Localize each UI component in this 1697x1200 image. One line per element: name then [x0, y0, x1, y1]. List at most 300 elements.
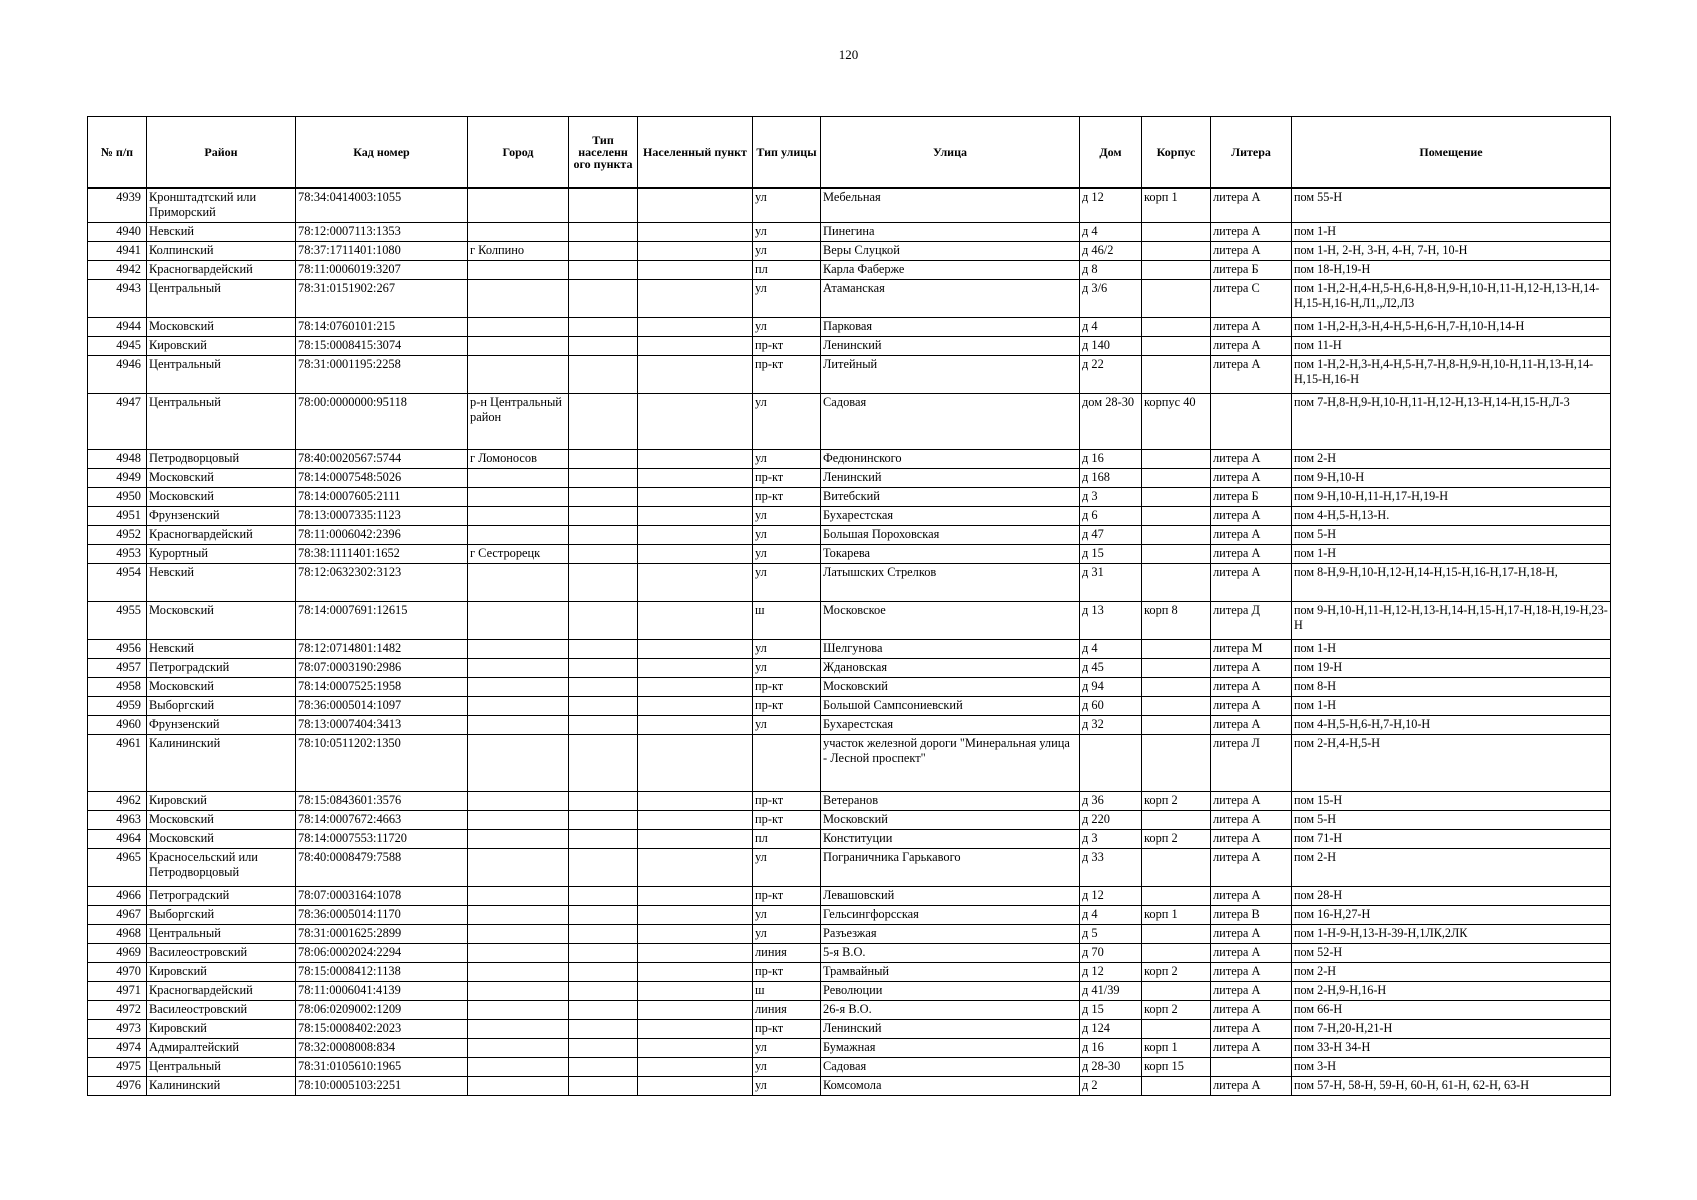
- cell-city: р-н Центральный район: [468, 393, 569, 449]
- cell-building: корп 2: [1142, 962, 1211, 981]
- cell-settlement: [638, 544, 753, 563]
- cell-house: д 3: [1080, 487, 1142, 506]
- cell-city: [468, 525, 569, 544]
- cell-street-type: ул: [753, 905, 821, 924]
- table-row: [88, 1057, 1611, 1076]
- cell-letter: литера А: [1211, 886, 1292, 905]
- cell-street: Ленинский: [821, 1019, 1080, 1038]
- cell-district: Красносельский или Петродворцовый: [147, 848, 296, 886]
- cell-row-number: 4961: [88, 734, 147, 791]
- cell-cadastral-number: 78:13:0007404:3413: [296, 715, 468, 734]
- cell-cadastral-number: 78:12:0007113:1353: [296, 222, 468, 241]
- cell-house: д 16: [1080, 449, 1142, 468]
- cell-row-number: 4957: [88, 658, 147, 677]
- cell-street-type: ул: [753, 449, 821, 468]
- cell-letter: литера А: [1211, 355, 1292, 393]
- cell-city: [468, 658, 569, 677]
- cell-district: Курортный: [147, 544, 296, 563]
- cell-premises: пом 5-Н: [1292, 525, 1611, 544]
- cell-premises: пом 71-Н: [1292, 829, 1611, 848]
- table-row: [88, 393, 1611, 449]
- cell-street: Ветеранов: [821, 791, 1080, 810]
- cell-premises: пом 15-Н: [1292, 791, 1611, 810]
- cell-building: [1142, 317, 1211, 336]
- cell-premises: пом 8-Н,9-Н,10-Н,12-Н,14-Н,15-Н,16-Н,17-Н,18-Н,: [1292, 563, 1611, 601]
- column-header: Тип населенн ого пункта: [569, 117, 638, 189]
- cell-settlement-type: [569, 525, 638, 544]
- cell-street: Бухарестская: [821, 715, 1080, 734]
- cell-district: Колпинский: [147, 241, 296, 260]
- cell-row-number: 4962: [88, 791, 147, 810]
- table-row: [88, 677, 1611, 696]
- cell-building: [1142, 525, 1211, 544]
- cell-building: [1142, 487, 1211, 506]
- cell-building: [1142, 241, 1211, 260]
- cell-house: д 33: [1080, 848, 1142, 886]
- cell-house: д 12: [1080, 886, 1142, 905]
- cell-settlement: [638, 487, 753, 506]
- cell-street: Веры Слуцкой: [821, 241, 1080, 260]
- cell-settlement-type: [569, 563, 638, 601]
- table-row: [88, 658, 1611, 677]
- cell-cadastral-number: 78:13:0007335:1123: [296, 506, 468, 525]
- cell-street: Ленинский: [821, 336, 1080, 355]
- cell-city: г Колпино: [468, 241, 569, 260]
- cell-street: Парковая: [821, 317, 1080, 336]
- cell-settlement: [638, 734, 753, 791]
- cell-building: [1142, 696, 1211, 715]
- cell-settlement-type: [569, 886, 638, 905]
- cell-row-number: 4967: [88, 905, 147, 924]
- cell-house: д 41/39: [1080, 981, 1142, 1000]
- cell-city: [468, 848, 569, 886]
- cell-street-type: ул: [753, 188, 821, 222]
- cell-street-type: линия: [753, 943, 821, 962]
- cell-house: д 6: [1080, 506, 1142, 525]
- cell-house: д 94: [1080, 677, 1142, 696]
- cell-house: д 2: [1080, 1076, 1142, 1095]
- cell-settlement-type: [569, 810, 638, 829]
- cell-district: Центральный: [147, 924, 296, 943]
- cell-row-number: 4941: [88, 241, 147, 260]
- cell-row-number: 4970: [88, 962, 147, 981]
- cell-street-type: ул: [753, 544, 821, 563]
- cell-letter: литера Б: [1211, 260, 1292, 279]
- cell-settlement: [638, 468, 753, 487]
- cell-street: Пинегина: [821, 222, 1080, 241]
- cell-premises: пом 9-Н,10-Н,11-Н,12-Н,13-Н,14-Н,15-Н,17-Н,18-Н,19-Н,23-Н: [1292, 601, 1611, 639]
- cell-row-number: 4968: [88, 924, 147, 943]
- cell-house: д 36: [1080, 791, 1142, 810]
- cell-cadastral-number: 78:11:0006042:2396: [296, 525, 468, 544]
- cell-street: Конституции: [821, 829, 1080, 848]
- table-row: [88, 525, 1611, 544]
- cell-cadastral-number: 78:14:0007691:12615: [296, 601, 468, 639]
- cell-city: [468, 222, 569, 241]
- cell-city: [468, 336, 569, 355]
- cell-letter: литера А: [1211, 468, 1292, 487]
- cell-house: д 12: [1080, 962, 1142, 981]
- table-row: [88, 1019, 1611, 1038]
- cell-row-number: 4956: [88, 639, 147, 658]
- cell-letter: литера Б: [1211, 487, 1292, 506]
- cell-city: [468, 1000, 569, 1019]
- table-row: [88, 1076, 1611, 1095]
- cell-district: Василеостровский: [147, 943, 296, 962]
- cell-row-number: 4959: [88, 696, 147, 715]
- cell-settlement-type: [569, 393, 638, 449]
- cell-building: [1142, 1076, 1211, 1095]
- cell-settlement: [638, 677, 753, 696]
- cell-settlement-type: [569, 1076, 638, 1095]
- cell-district: Московский: [147, 468, 296, 487]
- cell-row-number: 4972: [88, 1000, 147, 1019]
- cell-cadastral-number: 78:14:0007525:1958: [296, 677, 468, 696]
- cell-letter: литера А: [1211, 449, 1292, 468]
- cell-settlement: [638, 317, 753, 336]
- cell-street: Бухарестская: [821, 506, 1080, 525]
- table-row: [88, 317, 1611, 336]
- cell-street: Шелгунова: [821, 639, 1080, 658]
- cell-settlement-type: [569, 279, 638, 317]
- cell-street: Ждановская: [821, 658, 1080, 677]
- cell-city: [468, 601, 569, 639]
- table-row: [88, 449, 1611, 468]
- column-header: Кад номер: [296, 117, 468, 189]
- cell-house: д 31: [1080, 563, 1142, 601]
- cell-city: [468, 886, 569, 905]
- cell-letter: литера А: [1211, 696, 1292, 715]
- table-row: [88, 1038, 1611, 1057]
- cell-premises: пом 57-Н, 58-Н, 59-Н, 60-Н, 61-Н, 62-Н, 63-Н: [1292, 1076, 1611, 1095]
- cell-settlement-type: [569, 601, 638, 639]
- cell-cadastral-number: 78:15:0008402:2023: [296, 1019, 468, 1038]
- cell-street: участок железной дороги "Минеральная улица - Лесной проспект": [821, 734, 1080, 791]
- cell-row-number: 4971: [88, 981, 147, 1000]
- cell-house: д 60: [1080, 696, 1142, 715]
- column-header: Дом: [1080, 117, 1142, 189]
- cell-street: Революции: [821, 981, 1080, 1000]
- cell-district: Кировский: [147, 336, 296, 355]
- cell-building: [1142, 886, 1211, 905]
- cell-settlement-type: [569, 241, 638, 260]
- cell-cadastral-number: 78:15:0008412:1138: [296, 962, 468, 981]
- cell-cadastral-number: 78:00:0000000:95118: [296, 393, 468, 449]
- cell-row-number: 4948: [88, 449, 147, 468]
- cell-house: [1080, 734, 1142, 791]
- table-row: [88, 734, 1611, 791]
- column-header: Помещение: [1292, 117, 1611, 189]
- cell-street: Атаманская: [821, 279, 1080, 317]
- cell-letter: литера А: [1211, 506, 1292, 525]
- cell-letter: литера А: [1211, 829, 1292, 848]
- table-row: [88, 506, 1611, 525]
- cell-premises: пом 2-Н: [1292, 848, 1611, 886]
- cell-street-type: пр-кт: [753, 677, 821, 696]
- cell-district: Центральный: [147, 279, 296, 317]
- cell-premises: пом 19-Н: [1292, 658, 1611, 677]
- cell-city: [468, 563, 569, 601]
- table-row: [88, 905, 1611, 924]
- cell-settlement-type: [569, 829, 638, 848]
- cell-letter: литера А: [1211, 222, 1292, 241]
- cell-letter: литера А: [1211, 981, 1292, 1000]
- cell-district: Петроградский: [147, 886, 296, 905]
- cell-building: [1142, 943, 1211, 962]
- cell-cadastral-number: 78:40:0020567:5744: [296, 449, 468, 468]
- cell-settlement-type: [569, 260, 638, 279]
- cell-settlement: [638, 563, 753, 601]
- cell-street-type: пр-кт: [753, 336, 821, 355]
- cell-street-type: ул: [753, 658, 821, 677]
- cell-row-number: 4965: [88, 848, 147, 886]
- cell-premises: пом 33-Н 34-Н: [1292, 1038, 1611, 1057]
- cell-building: [1142, 279, 1211, 317]
- cell-building: [1142, 677, 1211, 696]
- cell-cadastral-number: 78:11:0006041:4139: [296, 981, 468, 1000]
- cell-house: д 3: [1080, 829, 1142, 848]
- cell-city: [468, 355, 569, 393]
- cell-settlement-type: [569, 905, 638, 924]
- cell-district: Фрунзенский: [147, 715, 296, 734]
- cell-letter: литера А: [1211, 810, 1292, 829]
- cell-row-number: 4976: [88, 1076, 147, 1095]
- cell-row-number: 4966: [88, 886, 147, 905]
- cell-building: [1142, 544, 1211, 563]
- cell-letter: литера А: [1211, 544, 1292, 563]
- cell-city: [468, 1019, 569, 1038]
- cell-letter: литера М: [1211, 639, 1292, 658]
- cell-house: д 46/2: [1080, 241, 1142, 260]
- cell-cadastral-number: 78:14:0007548:5026: [296, 468, 468, 487]
- cell-house: д 4: [1080, 317, 1142, 336]
- table-row: [88, 355, 1611, 393]
- cell-street: 26-я В.О.: [821, 1000, 1080, 1019]
- cell-row-number: 4950: [88, 487, 147, 506]
- cell-street-type: линия: [753, 1000, 821, 1019]
- cell-house: дом 28-30: [1080, 393, 1142, 449]
- cell-building: [1142, 810, 1211, 829]
- cell-district: Московский: [147, 677, 296, 696]
- cell-district: Калининский: [147, 1076, 296, 1095]
- cell-building: корп 2: [1142, 791, 1211, 810]
- cell-cadastral-number: 78:15:0843601:3576: [296, 791, 468, 810]
- table-row: [88, 715, 1611, 734]
- cell-premises: пом 2-Н,9-Н,16-Н: [1292, 981, 1611, 1000]
- cell-letter: литера А: [1211, 563, 1292, 601]
- cell-city: г Ломоносов: [468, 449, 569, 468]
- column-header: Литера: [1211, 117, 1292, 189]
- cell-district: Невский: [147, 222, 296, 241]
- cell-city: [468, 279, 569, 317]
- cell-settlement-type: [569, 1000, 638, 1019]
- table-row: [88, 222, 1611, 241]
- cell-cadastral-number: 78:07:0003164:1078: [296, 886, 468, 905]
- cell-settlement: [638, 848, 753, 886]
- column-header: Населенный пункт: [638, 117, 753, 189]
- cell-city: [468, 696, 569, 715]
- cell-street: Литейный: [821, 355, 1080, 393]
- cell-city: [468, 829, 569, 848]
- cell-building: [1142, 658, 1211, 677]
- table-row: [88, 544, 1611, 563]
- cell-street-type: пр-кт: [753, 886, 821, 905]
- cell-cadastral-number: 78:14:0007672:4663: [296, 810, 468, 829]
- cell-city: [468, 487, 569, 506]
- table-row: [88, 943, 1611, 962]
- cell-settlement-type: [569, 188, 638, 222]
- cell-street-type: пр-кт: [753, 791, 821, 810]
- cell-row-number: 4945: [88, 336, 147, 355]
- cell-house: д 4: [1080, 905, 1142, 924]
- cell-letter: литера А: [1211, 525, 1292, 544]
- cell-premises: пом 52-Н: [1292, 943, 1611, 962]
- cell-district: Невский: [147, 639, 296, 658]
- cell-cadastral-number: 78:31:0001195:2258: [296, 355, 468, 393]
- cell-street-type: ул: [753, 639, 821, 658]
- cell-premises: пом 3-Н: [1292, 1057, 1611, 1076]
- cell-street: Садовая: [821, 1057, 1080, 1076]
- cell-cadastral-number: 78:36:0005014:1097: [296, 696, 468, 715]
- cell-settlement-type: [569, 506, 638, 525]
- table-row: [88, 962, 1611, 981]
- cell-house: д 28-30: [1080, 1057, 1142, 1076]
- cell-building: [1142, 715, 1211, 734]
- column-header: Улица: [821, 117, 1080, 189]
- cell-street: Карла Фаберже: [821, 260, 1080, 279]
- cell-row-number: 4969: [88, 943, 147, 962]
- cell-district: Кронштадтский или Приморский: [147, 188, 296, 222]
- cell-street: Гельсингфорсская: [821, 905, 1080, 924]
- cell-row-number: 4942: [88, 260, 147, 279]
- cell-settlement-type: [569, 336, 638, 355]
- cell-street-type: ул: [753, 317, 821, 336]
- cell-settlement-type: [569, 734, 638, 791]
- table-row: [88, 829, 1611, 848]
- table-row: [88, 848, 1611, 886]
- cell-street-type: пр-кт: [753, 810, 821, 829]
- cell-street: Большой Сампсониевский: [821, 696, 1080, 715]
- cell-settlement: [638, 1076, 753, 1095]
- cell-district: Красногвардейский: [147, 260, 296, 279]
- cell-letter: литера А: [1211, 317, 1292, 336]
- cell-building: [1142, 355, 1211, 393]
- cell-settlement-type: [569, 544, 638, 563]
- cell-building: [1142, 222, 1211, 241]
- cell-row-number: 4949: [88, 468, 147, 487]
- cell-row-number: 4974: [88, 1038, 147, 1057]
- cell-city: [468, 791, 569, 810]
- cell-building: корп 2: [1142, 829, 1211, 848]
- cell-city: [468, 715, 569, 734]
- cell-house: д 12: [1080, 188, 1142, 222]
- table-row: [88, 601, 1611, 639]
- cell-letter: литера А: [1211, 715, 1292, 734]
- cell-building: [1142, 506, 1211, 525]
- cell-street-type: пр-кт: [753, 355, 821, 393]
- cell-district: Московский: [147, 829, 296, 848]
- cell-cadastral-number: 78:31:0105610:1965: [296, 1057, 468, 1076]
- cell-letter: литера А: [1211, 677, 1292, 696]
- cell-settlement-type: [569, 355, 638, 393]
- cell-premises: пом 7-Н,8-Н,9-Н,10-Н,11-Н,12-Н,13-Н,14-Н,15-Н,Л-3: [1292, 393, 1611, 449]
- cell-premises: пом 1-Н,2-Н,4-Н,5-Н,6-Н,8-Н,9-Н,10-Н,11-Н,12-Н,13-Н,14-Н,15-Н,16-Н,Л1,,Л2,Л3: [1292, 279, 1611, 317]
- cell-settlement-type: [569, 943, 638, 962]
- cell-street-type: ул: [753, 848, 821, 886]
- cell-street-type: ул: [753, 393, 821, 449]
- table-row: [88, 639, 1611, 658]
- cell-settlement-type: [569, 981, 638, 1000]
- cell-street: Токарева: [821, 544, 1080, 563]
- cell-city: [468, 924, 569, 943]
- cell-street: Витебский: [821, 487, 1080, 506]
- cell-street: Ленинский: [821, 468, 1080, 487]
- cell-house: д 15: [1080, 1000, 1142, 1019]
- cell-letter: литера А: [1211, 791, 1292, 810]
- cell-district: Василеостровский: [147, 1000, 296, 1019]
- cell-street: Московский: [821, 677, 1080, 696]
- cell-building: [1142, 848, 1211, 886]
- cell-letter: литера А: [1211, 241, 1292, 260]
- cell-row-number: 4943: [88, 279, 147, 317]
- cell-district: Выборгский: [147, 696, 296, 715]
- cell-settlement-type: [569, 715, 638, 734]
- table-row: [88, 696, 1611, 715]
- cell-premises: пом 28-Н: [1292, 886, 1611, 905]
- cell-house: д 70: [1080, 943, 1142, 962]
- cell-cadastral-number: 78:06:0209002:1209: [296, 1000, 468, 1019]
- cell-settlement: [638, 525, 753, 544]
- cell-row-number: 4952: [88, 525, 147, 544]
- cell-building: [1142, 734, 1211, 791]
- cell-street: Трамвайный: [821, 962, 1080, 981]
- cell-street: Латышских Стрелков: [821, 563, 1080, 601]
- cell-house: д 168: [1080, 468, 1142, 487]
- table-row: [88, 487, 1611, 506]
- table-row: [88, 336, 1611, 355]
- cell-house: д 16: [1080, 1038, 1142, 1057]
- cell-settlement: [638, 1019, 753, 1038]
- cell-district: Кировский: [147, 962, 296, 981]
- cell-premises: пом 2-Н: [1292, 962, 1611, 981]
- cell-district: Московский: [147, 487, 296, 506]
- cell-building: корп 1: [1142, 905, 1211, 924]
- cell-row-number: 4955: [88, 601, 147, 639]
- cell-street-type: пр-кт: [753, 468, 821, 487]
- cell-street-type: ул: [753, 924, 821, 943]
- table-row: [88, 563, 1611, 601]
- cell-street-type: ул: [753, 241, 821, 260]
- cell-house: д 8: [1080, 260, 1142, 279]
- cell-settlement: [638, 222, 753, 241]
- cell-row-number: 4947: [88, 393, 147, 449]
- cell-house: д 15: [1080, 544, 1142, 563]
- cell-city: [468, 506, 569, 525]
- table-row: [88, 1000, 1611, 1019]
- cell-settlement: [638, 962, 753, 981]
- cell-row-number: 4973: [88, 1019, 147, 1038]
- column-header: Корпус: [1142, 117, 1211, 189]
- cell-building: корпус 40: [1142, 393, 1211, 449]
- cell-cadastral-number: 78:12:0714801:1482: [296, 639, 468, 658]
- cell-district: Красногвардейский: [147, 525, 296, 544]
- cell-district: Московский: [147, 317, 296, 336]
- cell-settlement: [638, 188, 753, 222]
- cell-settlement: [638, 260, 753, 279]
- cell-letter: литера А: [1211, 1019, 1292, 1038]
- cell-premises: пом 1-Н: [1292, 222, 1611, 241]
- cell-settlement: [638, 715, 753, 734]
